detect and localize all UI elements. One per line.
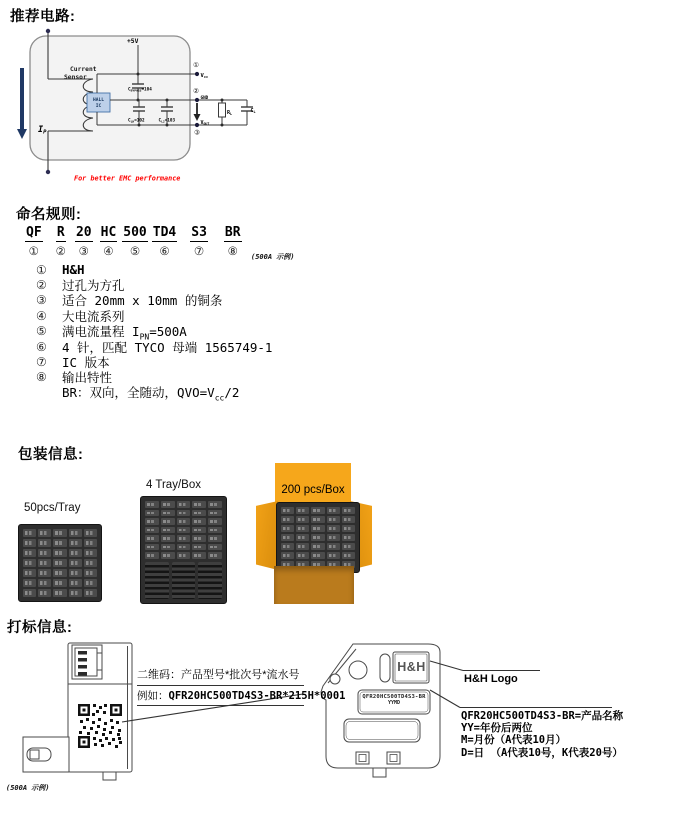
sensor-part [281, 534, 294, 541]
sensor-part [208, 552, 222, 559]
sensor-part [38, 579, 51, 587]
sensor-part [38, 539, 51, 547]
sensor-part [342, 543, 355, 550]
sensor-part [53, 539, 66, 547]
sensor-part [69, 559, 82, 567]
sensor-part [53, 549, 66, 557]
top-slot [380, 654, 390, 682]
sensor-part [342, 516, 355, 523]
sensor-part [208, 527, 222, 534]
legend-line: D=日 （A代表10号，K代表20号） [461, 746, 623, 759]
legend-line: M=月份（A代表10月） [461, 734, 567, 747]
list-item: ⑦ IC 版本 [36, 355, 110, 371]
sensor-part [84, 549, 97, 557]
sensor-part [296, 525, 309, 532]
sensor-part [177, 527, 191, 534]
cap-bypass-label: $C_{BYPASS}=104$ [128, 87, 152, 93]
sensor-part [311, 507, 324, 514]
sensor-part [296, 507, 309, 514]
sensor-part [327, 507, 340, 514]
sensor-part [161, 501, 175, 508]
sensor-part [38, 569, 51, 577]
hall-ic-label1: HALL [92, 98, 105, 103]
sensor-part [192, 510, 206, 517]
legend-line: QFR20HC500TD4S3-BR=产品名称 [461, 710, 624, 722]
sensor-part [161, 544, 175, 551]
packaging-heading: 包装信息: [18, 447, 84, 463]
sensor-part [23, 589, 36, 597]
sensor-part [177, 510, 191, 517]
sensor-part [192, 552, 206, 559]
sensor-part [69, 529, 82, 537]
marking-legend [461, 710, 623, 759]
pin3-number: ③ [194, 128, 200, 137]
load-cap-label: $C_L$ [250, 108, 256, 114]
cap-lh-label: $C_{LH}=102$ [128, 118, 145, 124]
naming-items [36, 262, 272, 401]
qr-callout-line1: 二维码：产品型号*批次号*流水号 [137, 666, 304, 686]
sensor-part [145, 535, 159, 542]
pin2-number: ② [193, 87, 199, 95]
sensor-part [327, 552, 340, 559]
sensor-part [281, 507, 294, 514]
sensor-part [177, 501, 191, 508]
sensor-part [161, 552, 175, 559]
code-segment: BR ⑧ [224, 225, 241, 258]
sensor-part [23, 539, 36, 547]
sensor-part [177, 518, 191, 525]
circuit-diagram [8, 24, 268, 186]
sensor-part [53, 589, 66, 597]
sensor-part [342, 507, 355, 514]
box-back-flap [275, 463, 351, 504]
stacked-empty-trays [145, 562, 222, 599]
gnd-label: GND [200, 96, 209, 101]
list-item-br-detail: BR：双向，全随动，$QVO=V_{cc}/2$ [62, 385, 240, 403]
sensor-part [53, 569, 66, 577]
sensor-part [296, 534, 309, 541]
sensor-part [69, 579, 82, 587]
sensor-part [38, 559, 51, 567]
sensor-part [192, 527, 206, 534]
sensor-part [342, 552, 355, 559]
tray-50pcs-image [18, 524, 102, 602]
naming-heading: 命名规则: [16, 207, 82, 223]
sensor-part [311, 534, 324, 541]
hall-ic-label2: IC [95, 104, 102, 109]
sensor-part [281, 552, 294, 559]
pin1-number: ① [193, 61, 199, 69]
logo-callout-text: H&H Logo [464, 673, 518, 685]
device-label: QFR20HC500TD4S3-BR YYMD [362, 694, 426, 706]
sensor-part [84, 559, 97, 567]
sensor-part [53, 579, 66, 587]
sensor-part [161, 518, 175, 525]
sensor-part [84, 589, 97, 597]
bottom-tab [103, 772, 116, 780]
sensor-part [208, 544, 222, 551]
load-resistor-label: $R_L$ [227, 110, 233, 116]
sensor-part [145, 544, 159, 551]
code-segment: QF ① [26, 225, 42, 258]
box-front-panel [274, 566, 354, 604]
sensor-part [69, 539, 82, 547]
list-item: ② 过孔为方孔 [36, 278, 125, 294]
sensor-part [84, 569, 97, 577]
marking-example-note: (500A 示例) [6, 784, 50, 792]
sensor-part [69, 549, 82, 557]
ip-label: IP [38, 125, 47, 136]
sensor-part [208, 518, 222, 525]
sensor-part [327, 516, 340, 523]
qr-callout [137, 666, 346, 706]
sensor-part [327, 543, 340, 550]
sensor-part [311, 552, 324, 559]
list-item: ⑧ 输出特性 [36, 370, 113, 386]
sensor-part [145, 501, 159, 508]
box-label: 200 pcs/Box [281, 484, 345, 496]
sensor-part [38, 529, 51, 537]
sensor-part [145, 527, 159, 534]
sensor-part [145, 518, 159, 525]
tray-stack-image [140, 496, 227, 604]
sensor-part [327, 534, 340, 541]
sensor-part [69, 569, 82, 577]
sensor-part [84, 529, 97, 537]
sensor-part [208, 535, 222, 542]
sensor-part [342, 525, 355, 532]
traybox-label: 4 Tray/Box [146, 479, 201, 491]
code-segment: TD4 ⑥ [152, 225, 177, 258]
sensor-part [192, 544, 206, 551]
qr-callout-line2: 例如：QFR20HC500TD4S3-BR*215H*0001 [137, 686, 304, 706]
cap-l2-label: $C_{L2}=103$ [158, 118, 176, 124]
sensor-part [327, 525, 340, 532]
code-segment: HC ④ [100, 225, 117, 258]
sensor-part [161, 535, 175, 542]
current-sensor-label2: Sensor [64, 74, 87, 81]
sensor-part [84, 539, 97, 547]
sensor-part [208, 501, 222, 508]
sensor-part [281, 543, 294, 550]
list-item: ⑥ 4 针，匹配 TYCO 母端 1565749-1 [36, 339, 273, 355]
emc-note: For better EMC performance [74, 174, 181, 183]
list-item: ⑤ 满电流量程 $I_{PN}=500A$ [36, 323, 187, 342]
sensor-part [192, 535, 206, 542]
sensor-part [84, 579, 97, 587]
sensor-part [145, 510, 159, 517]
sensor-part [23, 569, 36, 577]
sensor-part [311, 516, 324, 523]
sensor-part [177, 544, 191, 551]
sensor-part [296, 552, 309, 559]
code-segment: 20 ③ [75, 225, 92, 258]
list-item: ① H&H [36, 262, 85, 278]
sensor-part [311, 525, 324, 532]
supply-label: +5V [127, 38, 139, 45]
vcc-label: Vcc [200, 73, 209, 79]
sensor-part [69, 589, 82, 597]
circuit-heading: 推荐电路: [10, 9, 76, 25]
sensor-part [192, 518, 206, 525]
sensor-part [38, 549, 51, 557]
sensor-part [311, 543, 324, 550]
sensor-part [23, 559, 36, 567]
sensor-part [296, 516, 309, 523]
sensor-part [177, 535, 191, 542]
current-direction-arrow-icon [17, 68, 27, 139]
current-sensor-label: Current [70, 66, 97, 73]
sensor-part [281, 516, 294, 523]
box-left-flap [256, 501, 278, 570]
sensor-part [23, 579, 36, 587]
sensor-part [23, 549, 36, 557]
sensor-part [281, 525, 294, 532]
sensor-part [177, 552, 191, 559]
part-number-code [25, 225, 242, 258]
code-segment: R ② [55, 225, 66, 258]
sensor-part [208, 510, 222, 517]
vout-label: $V_{OUT}$ [200, 120, 210, 126]
carton-box-image [256, 457, 372, 605]
code-segment: S3 ⑦ [191, 225, 207, 258]
sensor-part [23, 529, 36, 537]
sensor-part [161, 527, 175, 534]
sensor-part [53, 529, 66, 537]
legend-line: YY=年份后两位 [461, 722, 533, 735]
code-segment: 500 ⑤ [123, 225, 147, 258]
list-item: ③ 适合 20mm x 10mm 的铜条 [36, 293, 223, 309]
sensor-part [38, 589, 51, 597]
list-item: ④ 大电流系列 [36, 308, 125, 324]
sensor-part [192, 501, 206, 508]
bottom-tab [373, 768, 386, 777]
marking-heading: 打标信息: [7, 620, 73, 636]
hh-logo: H&H [397, 660, 426, 674]
naming-example-note: (500A 示例) [251, 253, 295, 261]
sensor-part [53, 559, 66, 567]
ground-arrow-icon [194, 103, 201, 121]
sensor-part [342, 534, 355, 541]
tray-in-box [276, 502, 360, 573]
sensor-part [161, 510, 175, 517]
sensor-part [296, 543, 309, 550]
tray-label: 50pcs/Tray [24, 502, 81, 514]
sensor-part [145, 552, 159, 559]
